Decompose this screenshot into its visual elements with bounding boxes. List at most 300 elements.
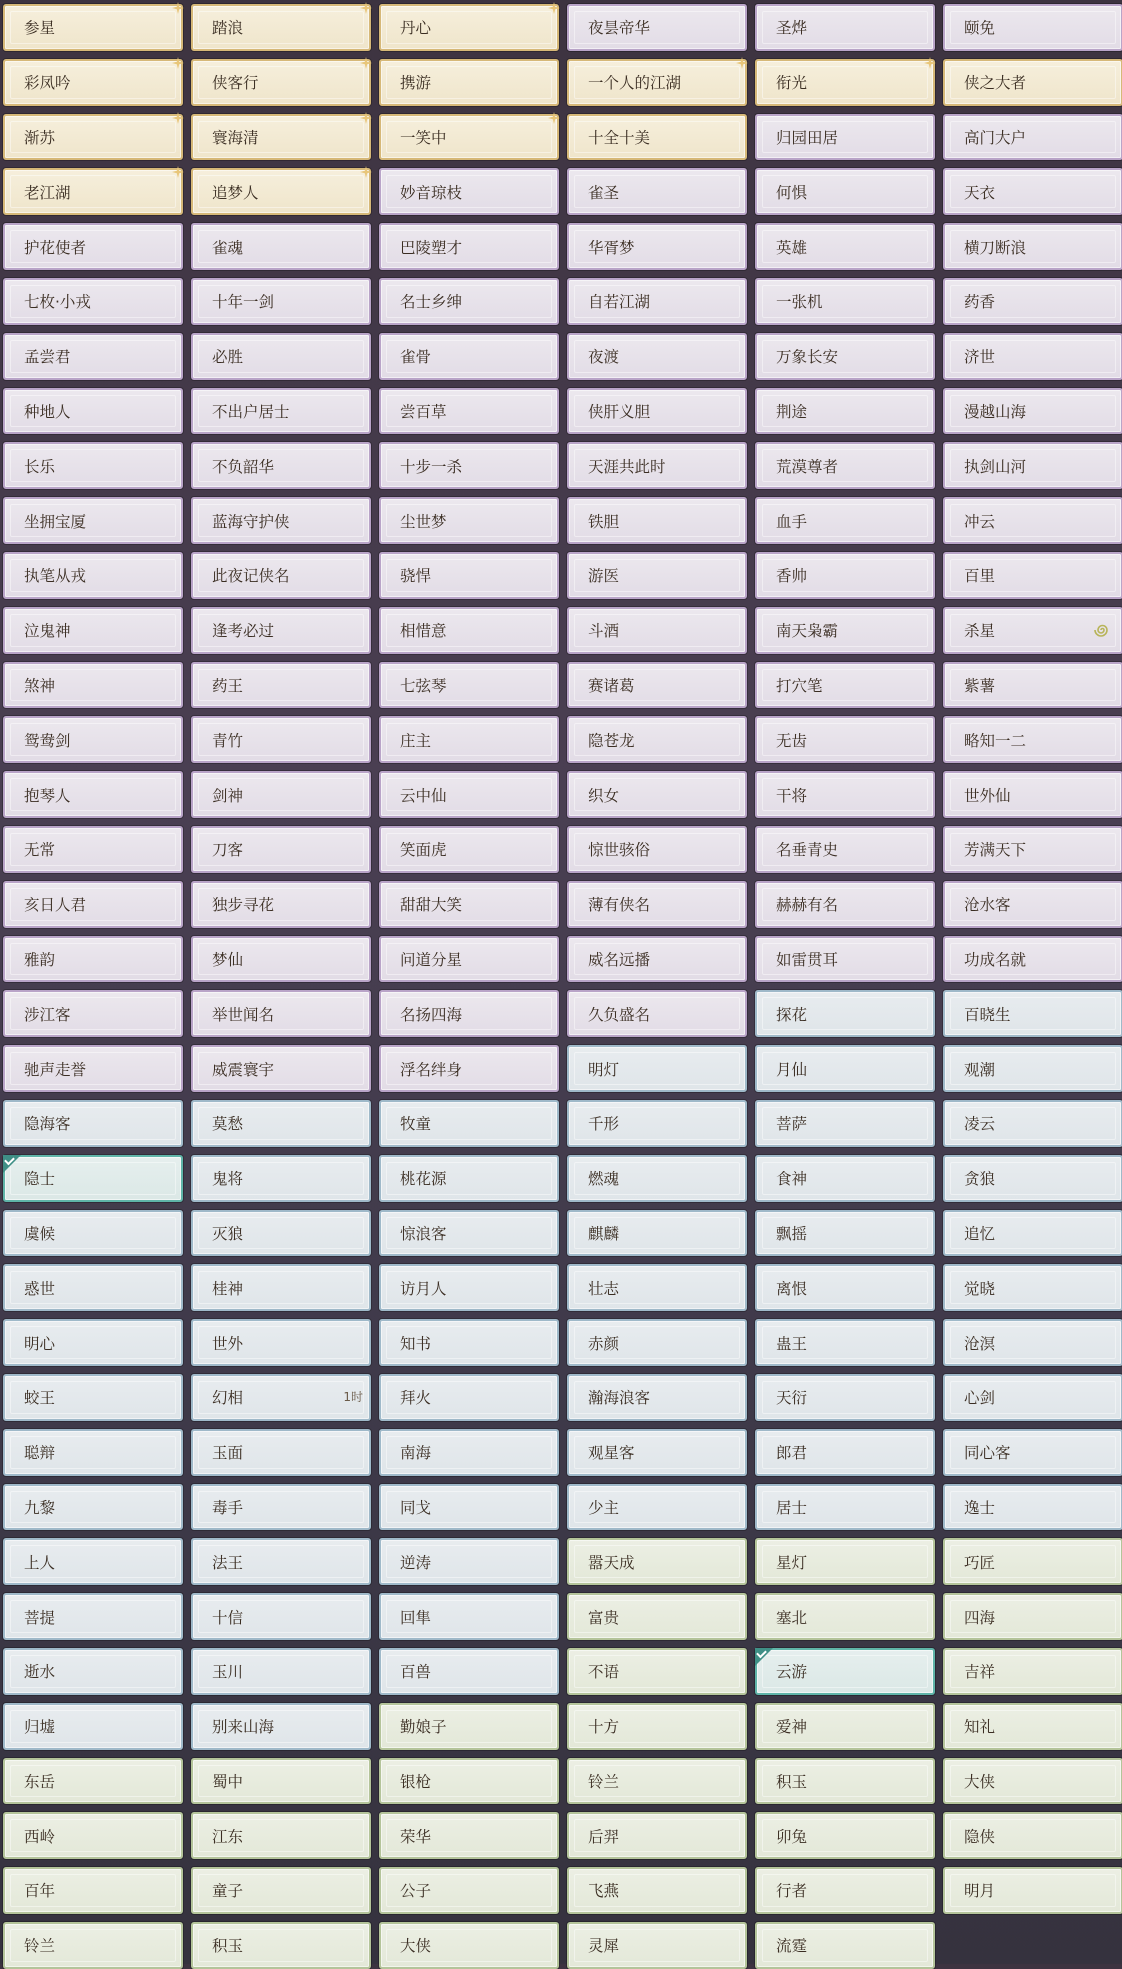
title-tile[interactable] [567, 1812, 747, 1859]
title-tile[interactable] [379, 1812, 559, 1859]
title-tile[interactable] [943, 771, 1122, 818]
title-label: 燃魂 [588, 1170, 620, 1189]
title-label: 衔光 [776, 74, 808, 93]
title-label: 隐海客 [24, 1115, 71, 1134]
title-tile[interactable] [191, 1593, 371, 1640]
title-tile[interactable] [379, 1484, 559, 1531]
title-tile[interactable] [755, 990, 935, 1037]
title-label: 十方 [588, 1718, 620, 1737]
title-tile[interactable] [943, 1648, 1122, 1695]
title-tile[interactable] [3, 1593, 183, 1640]
title-tile[interactable] [3, 333, 183, 380]
title-tile[interactable] [755, 1648, 935, 1695]
title-label: 飞燕 [588, 1882, 620, 1901]
title-label: 铃兰 [24, 1937, 56, 1956]
title-tile[interactable] [567, 333, 747, 380]
title-tile[interactable] [379, 1100, 559, 1147]
title-tile[interactable] [943, 59, 1122, 106]
title-tile[interactable] [567, 826, 747, 873]
title-tile[interactable] [379, 716, 559, 763]
title-tile[interactable] [191, 223, 371, 270]
title-label: 天涯共此时 [588, 457, 666, 476]
title-tile[interactable] [379, 1045, 559, 1092]
title-tile[interactable] [567, 607, 747, 654]
title-tile[interactable] [3, 1100, 183, 1147]
title-tile[interactable] [943, 1703, 1122, 1750]
title-tile[interactable] [943, 552, 1122, 599]
title-tile[interactable] [567, 442, 747, 489]
title-label: 桂神 [212, 1279, 244, 1298]
title-label: 侠之大者 [964, 74, 1027, 93]
title-label: 功成名就 [964, 950, 1027, 969]
title-tile[interactable] [379, 1922, 559, 1969]
title-tile[interactable] [943, 1045, 1122, 1092]
title-tile[interactable] [379, 1867, 559, 1914]
title-tile[interactable] [191, 497, 371, 544]
title-tile[interactable] [379, 1374, 559, 1421]
title-label: 玉川 [212, 1663, 244, 1682]
title-label: 雅韵 [24, 950, 56, 969]
title-tile[interactable] [379, 388, 559, 435]
title-tile[interactable] [3, 716, 183, 763]
title-label: 十年一剑 [212, 293, 275, 312]
title-tile[interactable] [755, 881, 935, 928]
title-label: 圣烨 [776, 19, 808, 38]
title-label: 行者 [776, 1882, 808, 1901]
title-label: 追梦人 [212, 183, 259, 202]
title-tile[interactable] [943, 1155, 1122, 1202]
title-tile[interactable] [943, 1429, 1122, 1476]
title-tile[interactable] [567, 716, 747, 763]
title-tile[interactable] [191, 1538, 371, 1585]
title-label: 知礼 [964, 1718, 996, 1737]
title-tile[interactable] [191, 662, 371, 709]
title-tile[interactable] [755, 1210, 935, 1257]
title-label: 漫越山海 [964, 402, 1027, 421]
title-tile[interactable] [191, 1210, 371, 1257]
title-tile[interactable] [3, 442, 183, 489]
title-label: 逸士 [964, 1498, 996, 1517]
title-tile[interactable] [567, 662, 747, 709]
title-tile[interactable] [755, 1155, 935, 1202]
title-tile[interactable] [755, 716, 935, 763]
title-label: 世外仙 [964, 786, 1011, 805]
title-label: 知书 [400, 1334, 432, 1353]
title-tile[interactable] [755, 442, 935, 489]
title-label: 归园田居 [776, 128, 839, 147]
title-tile[interactable] [943, 881, 1122, 928]
title-tile[interactable] [191, 1867, 371, 1914]
title-tile[interactable] [567, 59, 747, 106]
title-label: 护花使者 [24, 238, 87, 257]
title-tile[interactable] [567, 1484, 747, 1531]
title-label: 剑神 [212, 786, 244, 805]
title-label: 莫愁 [212, 1115, 244, 1134]
title-tile[interactable] [379, 936, 559, 983]
title-tile[interactable] [943, 1210, 1122, 1257]
title-tile[interactable] [191, 1484, 371, 1531]
title-tile[interactable] [755, 1867, 935, 1914]
title-tile[interactable] [943, 1374, 1122, 1421]
title-tile[interactable] [943, 497, 1122, 544]
title-tile[interactable] [755, 1538, 935, 1585]
title-tile[interactable] [379, 607, 559, 654]
title-tile[interactable] [943, 607, 1122, 654]
title-tile[interactable] [567, 990, 747, 1037]
title-label: 桃花源 [400, 1170, 447, 1189]
title-label: 同戈 [400, 1498, 432, 1517]
title-label: 拜火 [400, 1389, 432, 1408]
title-label: 问道分星 [400, 950, 463, 969]
title-tile[interactable] [755, 1429, 935, 1476]
title-tile[interactable] [3, 1374, 183, 1421]
title-tile[interactable] [943, 1484, 1122, 1531]
title-tile[interactable] [943, 168, 1122, 215]
title-tile[interactable] [379, 1155, 559, 1202]
title-tile[interactable] [191, 442, 371, 489]
title-tile[interactable] [567, 1593, 747, 1640]
title-label: 名士乡绅 [400, 293, 463, 312]
title-label: 携游 [400, 74, 432, 93]
title-label: 威震寰宇 [212, 1060, 275, 1079]
title-label: 笑面虎 [400, 841, 447, 860]
checkmark-icon [3, 1155, 21, 1173]
title-tile[interactable] [755, 1319, 935, 1366]
title-tile[interactable] [755, 826, 935, 873]
title-tile[interactable] [191, 990, 371, 1037]
title-tile[interactable] [943, 826, 1122, 873]
title-label: 一张机 [776, 293, 823, 312]
title-tile[interactable] [3, 1484, 183, 1531]
title-tile[interactable] [3, 607, 183, 654]
title-tile[interactable] [3, 1045, 183, 1092]
title-tile[interactable] [191, 1922, 371, 1969]
title-label: 蜀中 [212, 1772, 244, 1791]
sparkle-icon [360, 166, 372, 178]
title-tile[interactable] [3, 4, 183, 51]
title-tile[interactable] [379, 1593, 559, 1640]
title-tile[interactable] [755, 1703, 935, 1750]
title-label: 灭狼 [212, 1224, 244, 1243]
title-label: 天衣 [964, 183, 996, 202]
title-tile[interactable] [191, 278, 371, 325]
title-tile[interactable] [379, 278, 559, 325]
title-tile[interactable] [379, 114, 559, 161]
title-tile[interactable] [567, 1264, 747, 1311]
title-tile[interactable] [3, 1648, 183, 1695]
title-tile[interactable] [3, 1264, 183, 1311]
title-tile[interactable] [379, 333, 559, 380]
title-tile[interactable] [191, 1155, 371, 1202]
title-tile[interactable] [3, 278, 183, 325]
title-label: 一笑中 [400, 128, 447, 147]
title-tile[interactable] [191, 59, 371, 106]
title-label: 百年 [24, 1882, 56, 1901]
title-tile[interactable] [3, 771, 183, 818]
title-tile[interactable] [755, 333, 935, 380]
title-tile[interactable] [567, 278, 747, 325]
title-tile[interactable] [943, 1264, 1122, 1311]
title-label: 百晓生 [964, 1005, 1011, 1024]
title-tile[interactable] [943, 114, 1122, 161]
title-label: 不语 [588, 1663, 620, 1682]
title-tile[interactable] [943, 1319, 1122, 1366]
title-tile[interactable] [755, 497, 935, 544]
title-tile[interactable] [379, 1648, 559, 1695]
title-tile[interactable] [379, 771, 559, 818]
title-tile[interactable] [191, 1100, 371, 1147]
title-tile[interactable] [755, 1045, 935, 1092]
title-label: 游医 [588, 567, 620, 586]
title-tile[interactable] [3, 826, 183, 873]
title-label: 青竹 [212, 731, 244, 750]
title-tile[interactable] [3, 1429, 183, 1476]
title-tile[interactable] [191, 114, 371, 161]
title-tile[interactable] [3, 168, 183, 215]
title-tile[interactable] [3, 388, 183, 435]
title-tile[interactable] [191, 1045, 371, 1092]
title-label: 荆途 [776, 402, 808, 421]
title-tile[interactable] [379, 552, 559, 599]
sparkle-icon [548, 112, 560, 124]
title-label: 南天枭霸 [776, 622, 839, 641]
title-label: 杀星 [964, 622, 996, 641]
title-tile[interactable] [567, 771, 747, 818]
title-tile[interactable] [379, 1429, 559, 1476]
sparkle-icon [172, 112, 184, 124]
title-tile[interactable] [379, 1319, 559, 1366]
title-label: 飘摇 [776, 1224, 808, 1243]
title-tile[interactable] [191, 1374, 371, 1421]
title-label: 西岭 [24, 1827, 56, 1846]
title-tile[interactable] [943, 4, 1122, 51]
title-tile[interactable] [191, 881, 371, 928]
title-tile[interactable] [191, 1264, 371, 1311]
title-tile[interactable] [191, 716, 371, 763]
title-tile[interactable] [191, 1812, 371, 1859]
title-tile[interactable] [3, 1210, 183, 1257]
title-tile[interactable] [567, 168, 747, 215]
title-tile[interactable] [567, 1648, 747, 1695]
title-label: 童子 [212, 1882, 244, 1901]
title-tile[interactable] [567, 1867, 747, 1914]
title-tile[interactable] [191, 168, 371, 215]
title-tile[interactable] [943, 1538, 1122, 1585]
title-tile[interactable] [943, 662, 1122, 709]
title-tile[interactable] [567, 1045, 747, 1092]
title-tile[interactable] [3, 1922, 183, 1969]
title-tile[interactable] [567, 1758, 747, 1805]
title-tile[interactable] [755, 388, 935, 435]
title-tile[interactable] [567, 114, 747, 161]
title-tile[interactable] [567, 936, 747, 983]
title-label: 久负盛名 [588, 1005, 651, 1024]
title-label: 聪辩 [24, 1444, 56, 1463]
title-label: 隐苍龙 [588, 731, 635, 750]
title-tile[interactable] [379, 990, 559, 1037]
title-label: 煞神 [24, 676, 56, 695]
title-tile[interactable] [3, 1758, 183, 1805]
title-tile[interactable] [379, 1703, 559, 1750]
title-tile[interactable] [755, 223, 935, 270]
title-tile[interactable] [191, 1758, 371, 1805]
title-tile[interactable] [3, 1812, 183, 1859]
title-tile[interactable] [3, 223, 183, 270]
title-label: 泣鬼神 [24, 622, 71, 641]
title-tile[interactable] [755, 278, 935, 325]
title-tile[interactable] [379, 4, 559, 51]
title-tile[interactable] [567, 388, 747, 435]
title-tile[interactable] [567, 1922, 747, 1969]
title-tile[interactable] [755, 771, 935, 818]
title-tile[interactable] [943, 1758, 1122, 1805]
title-tile[interactable] [567, 497, 747, 544]
title-tile[interactable] [3, 114, 183, 161]
title-tile[interactable] [3, 497, 183, 544]
title-tile[interactable] [3, 881, 183, 928]
title-tile[interactable] [379, 1758, 559, 1805]
title-tile[interactable] [755, 1758, 935, 1805]
title-tile[interactable] [943, 1812, 1122, 1859]
title-tile[interactable] [755, 168, 935, 215]
title-tile[interactable] [191, 1648, 371, 1695]
title-tile[interactable] [567, 4, 747, 51]
title-tile[interactable] [379, 59, 559, 106]
title-tile[interactable] [567, 1703, 747, 1750]
title-label: 积玉 [776, 1772, 808, 1791]
title-tile[interactable] [567, 1319, 747, 1366]
title-label: 探花 [776, 1005, 808, 1024]
title-tile[interactable] [755, 552, 935, 599]
title-tile[interactable] [379, 497, 559, 544]
title-label: 妙音琼枝 [400, 183, 463, 202]
title-tile[interactable] [755, 936, 935, 983]
title-label: 横刀断浪 [964, 238, 1027, 257]
title-tile[interactable] [755, 662, 935, 709]
title-label: 华胥梦 [588, 238, 635, 257]
title-tile[interactable] [755, 1593, 935, 1640]
title-label: 药王 [212, 676, 244, 695]
title-tile[interactable] [943, 333, 1122, 380]
title-tile[interactable] [191, 388, 371, 435]
title-tile[interactable] [943, 990, 1122, 1037]
title-label: 刀客 [212, 841, 244, 860]
title-label: 夜昙帝华 [588, 19, 651, 38]
title-tile[interactable] [3, 662, 183, 709]
title-tile[interactable] [379, 826, 559, 873]
title-tile[interactable] [191, 4, 371, 51]
title-tile[interactable] [191, 1319, 371, 1366]
title-tile[interactable] [755, 1922, 935, 1969]
title-tile[interactable] [755, 1484, 935, 1531]
title-tile[interactable] [755, 59, 935, 106]
title-tile[interactable] [191, 771, 371, 818]
title-tile[interactable] [755, 1812, 935, 1859]
title-tile[interactable] [755, 4, 935, 51]
title-label: 同心客 [964, 1444, 1011, 1463]
title-label: 芳满天下 [964, 841, 1027, 860]
title-label: 庄主 [400, 731, 432, 750]
title-tile[interactable] [567, 223, 747, 270]
title-tile[interactable] [943, 223, 1122, 270]
title-tile[interactable] [3, 59, 183, 106]
title-tile[interactable] [567, 881, 747, 928]
title-label: 必胜 [212, 348, 244, 367]
title-tile[interactable] [567, 1429, 747, 1476]
title-tile[interactable] [943, 442, 1122, 489]
title-tile[interactable] [191, 607, 371, 654]
title-tile[interactable] [3, 1155, 183, 1202]
title-tile[interactable] [943, 278, 1122, 325]
title-tile[interactable] [943, 936, 1122, 983]
title-tile[interactable] [755, 1264, 935, 1311]
title-tile[interactable] [943, 388, 1122, 435]
title-tile[interactable] [379, 881, 559, 928]
title-label: 薄有侠名 [588, 896, 651, 915]
title-tile[interactable] [379, 662, 559, 709]
title-tile[interactable] [379, 1264, 559, 1311]
title-tile[interactable] [943, 1593, 1122, 1640]
title-tile[interactable] [755, 1374, 935, 1421]
title-tile[interactable] [191, 826, 371, 873]
title-tile[interactable] [943, 1867, 1122, 1914]
title-tile[interactable] [3, 552, 183, 599]
title-tile[interactable] [191, 552, 371, 599]
title-tile[interactable] [191, 936, 371, 983]
title-tile[interactable] [379, 168, 559, 215]
title-tile[interactable] [567, 1538, 747, 1585]
title-tile[interactable] [3, 1703, 183, 1750]
title-tile[interactable] [567, 1100, 747, 1147]
title-tile[interactable] [3, 990, 183, 1037]
title-tile[interactable] [755, 607, 935, 654]
title-label: 毒手 [212, 1498, 244, 1517]
title-tile[interactable] [3, 936, 183, 983]
title-tile[interactable] [379, 442, 559, 489]
title-label: 千形 [588, 1115, 620, 1134]
title-tile[interactable] [3, 1538, 183, 1585]
title-label: 高门大户 [964, 128, 1027, 147]
title-tile[interactable] [943, 716, 1122, 763]
title-tile[interactable] [191, 333, 371, 380]
title-label: 逢考必过 [212, 622, 275, 641]
title-label: 嚣天成 [588, 1553, 635, 1572]
title-tile[interactable] [567, 552, 747, 599]
title-tile[interactable] [567, 1210, 747, 1257]
title-tile[interactable] [3, 1319, 183, 1366]
title-label: 香帅 [776, 567, 808, 586]
title-label: 逆涛 [400, 1553, 432, 1572]
title-tile[interactable] [567, 1374, 747, 1421]
title-tile[interactable] [191, 1429, 371, 1476]
title-label: 明月 [964, 1882, 996, 1901]
title-tile[interactable] [379, 1210, 559, 1257]
title-label: 玉面 [212, 1444, 244, 1463]
title-label: 驰声走誉 [24, 1060, 87, 1079]
title-tile[interactable] [3, 1867, 183, 1914]
title-tile[interactable] [379, 223, 559, 270]
title-tile[interactable] [755, 1100, 935, 1147]
title-label: 流霆 [776, 1937, 808, 1956]
title-label: 老江湖 [24, 183, 71, 202]
title-tile[interactable] [191, 1703, 371, 1750]
title-label: 相惜意 [400, 622, 447, 641]
title-tile[interactable] [755, 114, 935, 161]
title-tile[interactable] [943, 1100, 1122, 1147]
title-label: 执剑山河 [964, 457, 1027, 476]
title-tile[interactable] [379, 1538, 559, 1585]
title-tile[interactable] [567, 1155, 747, 1202]
